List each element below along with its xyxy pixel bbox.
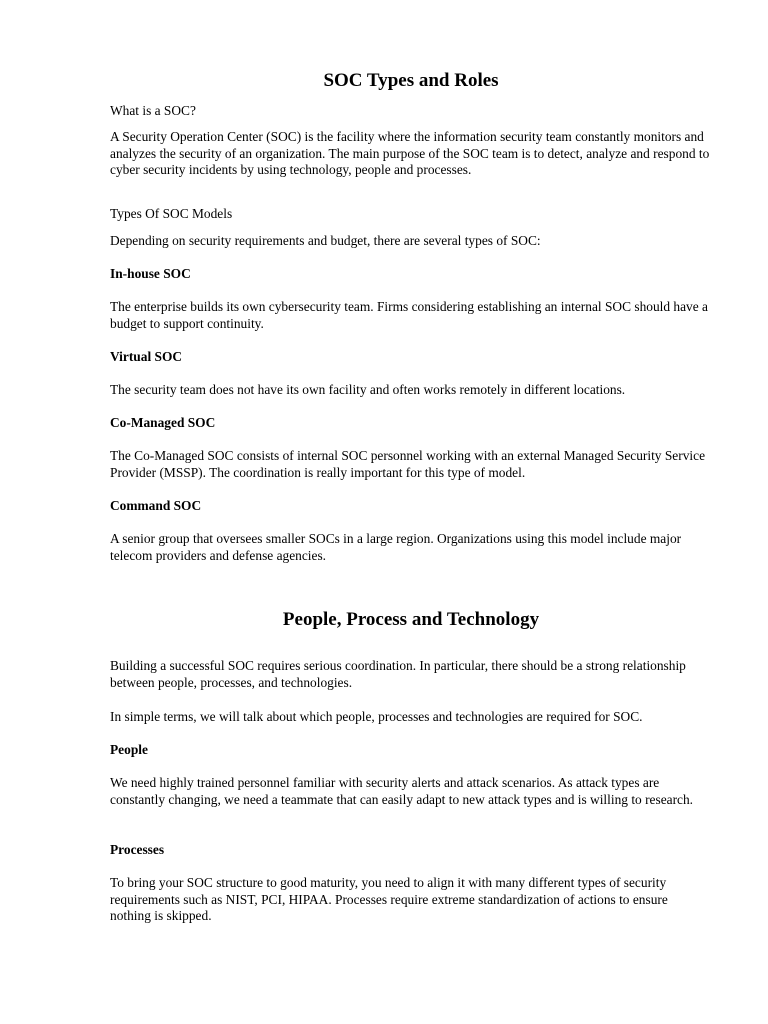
model-heading-command: Command SOC xyxy=(110,498,202,513)
soc-models-heading: Types Of SOC Models xyxy=(110,206,233,221)
soc-models-intro: Depending on security requirements and budget, there are several types of SOC: xyxy=(110,233,541,248)
ppt-intro-paragraph: Building a successful SOC requires serious coordination. In particular, there should be a strong relationship between people, processes, and technologies. xyxy=(110,658,686,690)
model-heading-virtual: Virtual SOC xyxy=(110,349,183,364)
section-title-soc-types: SOC Types and Roles xyxy=(323,70,499,91)
ppt-description-processes: To bring your SOC structure to good maturity, you need to align it with many different types of security requirements such as NIST, PCI, HIPAA. Processes require extreme standardization of actions to ensure nothing is skipped. xyxy=(110,875,668,923)
ppt-description-people: We need highly trained personnel familiar with security alerts and attack scenarios. As attack types are constantly changing, we need a teammate that can easily adapt to new attack types and is willing to research. xyxy=(110,775,694,807)
model-heading-co-managed: Co-Managed SOC xyxy=(110,415,216,430)
soc-definition-paragraph: A Security Operation Center (SOC) is the facility where the information security team constantly monitors and analyzes the security of an organization. The main purpose of the SOC team is to detect, analyze and respond to cyber security incidents by using technology, people and processes. xyxy=(110,129,710,177)
section-title-people-process-technology: People, Process and Technology xyxy=(282,609,540,630)
ppt-simple-terms-paragraph: In simple terms, we will talk about which people, processes and technologies are required for SOC. xyxy=(110,709,643,724)
ppt-heading-processes: Processes xyxy=(110,842,165,857)
model-description-virtual: The security team does not have its own facility and often works remotely in different locations. xyxy=(110,382,626,397)
what-is-soc-heading: What is a SOC? xyxy=(110,103,196,118)
model-description-command: A senior group that oversees smaller SOCs in a large region. Organizations using this model include major telecom providers and defense agencies. xyxy=(110,531,682,563)
model-heading-in-house: In-house SOC xyxy=(110,266,191,281)
ppt-heading-people: People xyxy=(110,742,148,757)
model-description-co-managed: The Co-Managed SOC consists of internal SOC personnel working with an external Managed Security Service Provider (MSSP). The coordination is really important for this type of model. xyxy=(110,448,706,480)
model-description-in-house: The enterprise builds its own cybersecurity team. Firms considering establishing an internal SOC should have a budget to support continuity. xyxy=(110,299,708,331)
